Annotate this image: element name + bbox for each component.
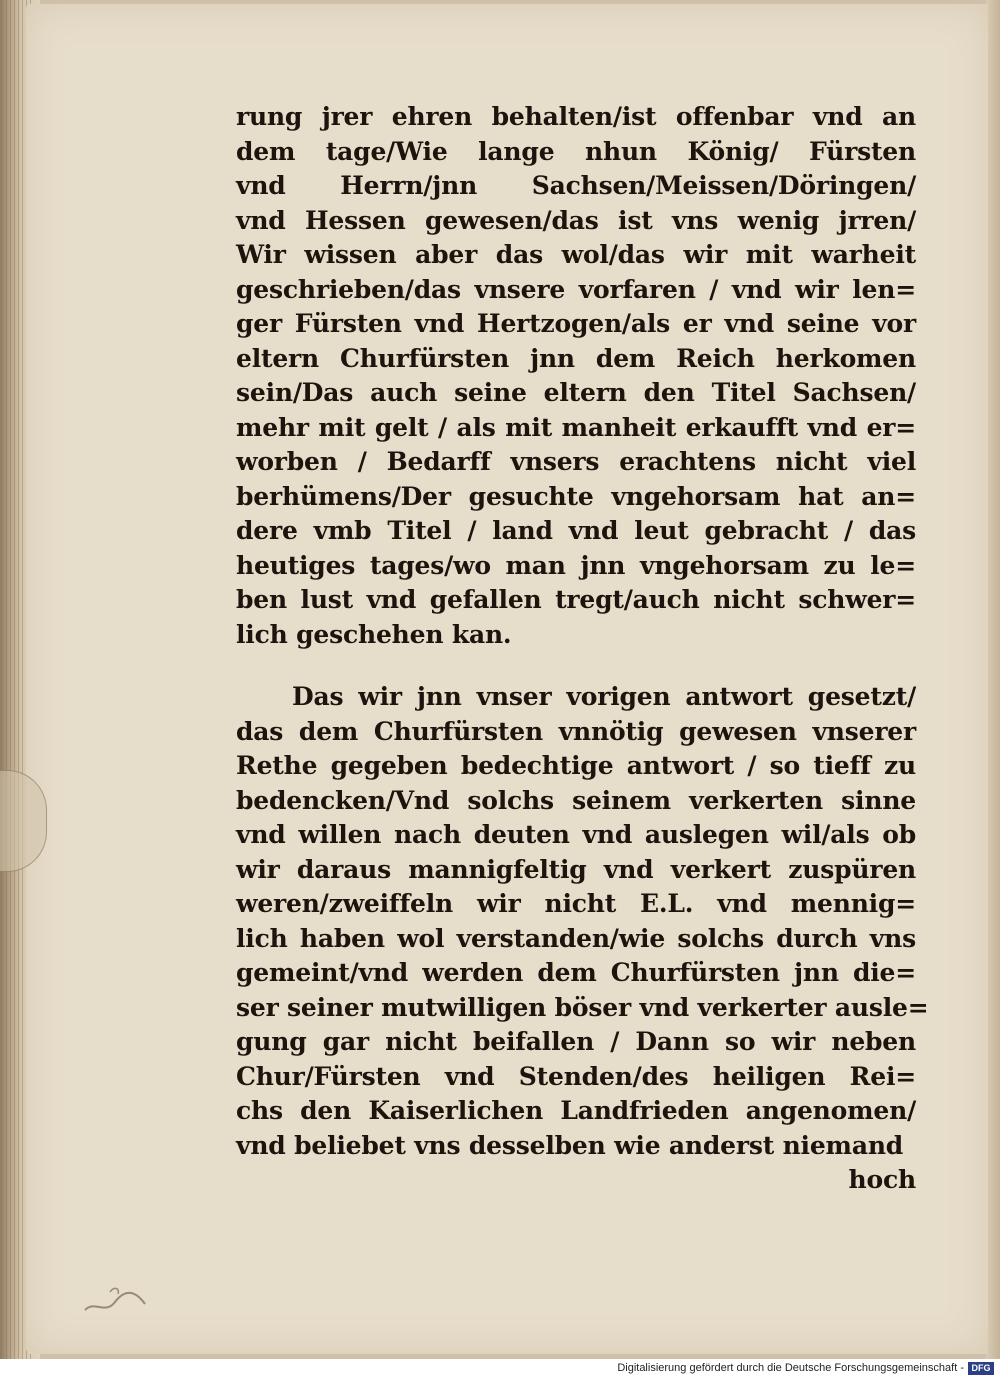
text-line: worben / Bedarff vnsers erachtens nicht viel xyxy=(236,447,916,476)
text-line: ser seiner mutwilligen böser vnd verkerter ausle= xyxy=(236,992,929,1022)
body-text xyxy=(236,100,929,1198)
text-line: Chur/Fürsten vnd Stenden/des heiligen Rei= xyxy=(236,1061,916,1091)
text-line: vnd willen nach deuten vnd auslegen wil/als ob xyxy=(236,820,916,849)
text-line: mehr mit gelt / als mit manheit erkaufft vnd er= xyxy=(236,412,916,442)
text-line: bedencken/Vnd solchs seinem verkerten sinne xyxy=(236,785,916,815)
text-line: vnd beliebet vns desselben wie anderst niemand xyxy=(236,1130,904,1160)
paragraph-1 xyxy=(236,100,916,652)
text-line: rung jrer ehren behalten/ist offenbar vnd an xyxy=(236,102,916,131)
ink-smudge xyxy=(80,1280,150,1320)
text-line: heutiges tages/wo man jnn vngehorsam zu le= xyxy=(236,550,916,580)
footer-bar xyxy=(0,1359,1000,1379)
text-line: dere vmb Titel / land vnd leut gebracht / das xyxy=(236,516,916,545)
text-line: berhümens/Der gesuchte vngehorsam hat an= xyxy=(236,481,916,511)
text-line: vnd Hessen gewesen/das ist vns wenig jrren/ xyxy=(236,205,916,235)
text-line: vnd Herrn/jnn Sachsen/Meissen/Döringen/ xyxy=(236,171,916,200)
paragraph-gap xyxy=(236,652,916,680)
text-line: chs den Kaiserlichen Landfrieden angenomen/ xyxy=(236,1096,916,1125)
text-line: geschrieben/das vnsere vorfaren / vnd wir len= xyxy=(236,274,916,304)
text-line: Rethe gegeben bedechtige antwort / so tieff zu xyxy=(236,751,916,780)
dfg-logo: DFG xyxy=(968,1362,994,1375)
text-line: Das wir jnn vnser vorigen antwort gesetzt/ xyxy=(292,682,916,711)
text-line: gung gar nicht beifallen / Dann so wir neben xyxy=(236,1027,916,1056)
text-line: das dem Churfürsten vnnötig gewesen vnserer xyxy=(236,716,916,746)
text-line: lich haben wol verstanden/wie solchs durch vns xyxy=(236,923,916,953)
right-page-edge xyxy=(986,0,1000,1359)
footer-credit: Digitalisierung gefördert durch die Deutsche Forschungsgemeinschaft - xyxy=(617,1362,964,1374)
text-line: wir daraus mannigfeltig vnd verkert zuspüren xyxy=(236,854,916,884)
paragraph-2 xyxy=(236,680,929,1163)
text-line: ben lust vnd gefallen tregt/auch nicht schwer= xyxy=(236,585,916,614)
text-line: eltern Churfürsten jnn dem Reich herkomen xyxy=(236,343,916,373)
catchword: hoch xyxy=(848,1165,916,1194)
text-line: sein/Das auch seine eltern den Titel Sachsen/ xyxy=(236,378,916,407)
text-line: ger Fürsten vnd Hertzogen/als er vnd seine vor xyxy=(236,309,916,338)
text-line: dem tage/Wie lange nhun König/ Fürsten xyxy=(236,136,916,166)
text-line: gemeint/vnd werden dem Churfürsten jnn die= xyxy=(236,958,916,987)
text-line: Wir wissen aber das wol/das wir mit warheit xyxy=(236,240,916,269)
text-line: lich geschehen kan. xyxy=(236,619,512,649)
text-line: weren/zweiffeln wir nicht E.L. vnd mennig= xyxy=(236,889,916,918)
